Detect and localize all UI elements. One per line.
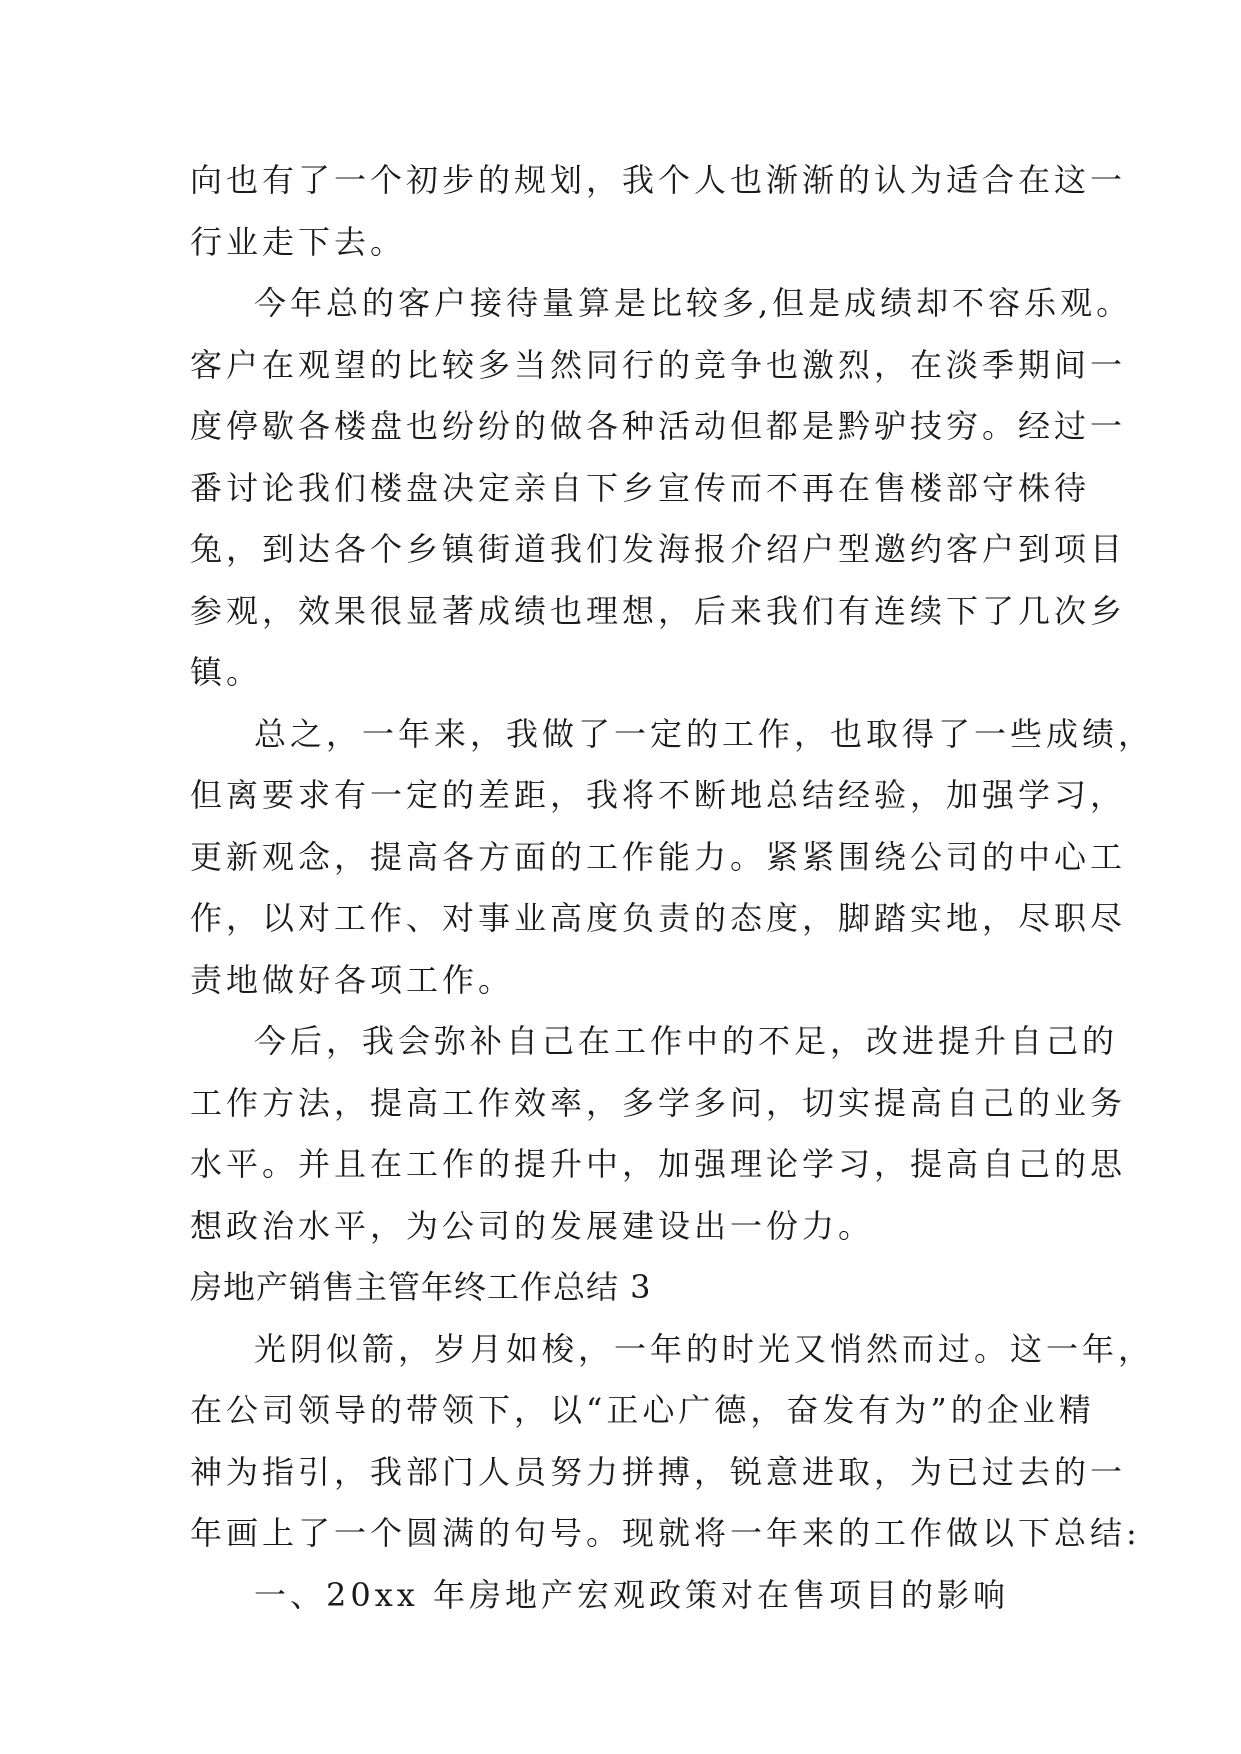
- text-line: 参观，效果很显著成绩也理想，后来我们有连续下了几次乡: [190, 591, 1127, 630]
- text-line: 作，以对工作、对事业高度负责的态度，脚踏实地，尽职尽: [190, 899, 1127, 937]
- section-heading: 房地产销售主管年终工作总结 3: [190, 1268, 652, 1306]
- text-line: 神为指引，我部门人员努力拼搏，锐意进取，为已过去的一: [190, 1452, 1127, 1491]
- text-line: 客户在观望的比较多当然同行的竞争也激烈，在淡季期间一: [190, 345, 1127, 384]
- text-line: 年画上了一个圆满的句号。现就将一年来的工作做以下总结:: [190, 1514, 1141, 1552]
- text-line: 但离要求有一定的差距，我将不断地总结经验，加强学习，: [190, 776, 1127, 814]
- text-line: 更新观念，提高各方面的工作能力。紧紧围绕公司的中心工: [190, 837, 1127, 876]
- text-line: 番讨论我们楼盘决定亲自下乡宣传而不再在售楼部守株待: [190, 468, 1091, 507]
- text-line: 想政治水平，为公司的发展建设出一份力。: [190, 1206, 875, 1245]
- text-line: 责地做好各项工作。: [190, 960, 515, 999]
- paragraph-start-line: 今后，我会弥补自己在工作中的不足，改进提升自己的: [254, 1022, 1119, 1060]
- document-body: [190, 150, 1155, 1626]
- text-line: 兔，到达各个乡镇街道我们发海报介绍户型邀约客户到项目: [190, 530, 1127, 568]
- text-line: 水平。并且在工作的提升中，加强理论学习，提高自己的思: [190, 1145, 1127, 1183]
- subsection-heading: 一、20xx 年房地产宏观政策对在售项目的影响: [254, 1575, 1009, 1614]
- text-line: 工作方法，提高工作效率，多学多问，切实提高自己的业务: [190, 1083, 1127, 1122]
- text-line: 镇。: [190, 653, 263, 691]
- text-line: 在公司领导的带领下，以“正心广德，奋发有为”的企业精: [190, 1391, 1095, 1429]
- paragraph-start-line: 今年总的客户接待量算是比较多,但是成绩却不容乐观。: [254, 284, 1133, 322]
- text-line: 行业走下去。: [190, 222, 407, 261]
- text-line: 度停歇各楼盘也纷纷的做各种活动但都是黔驴技穷。经过一: [190, 407, 1127, 445]
- text-line: 向也有了一个初步的规划，我个人也渐渐的认为适合在这一: [190, 161, 1127, 199]
- paragraph-start-line: 总之，一年来，我做了一定的工作，也取得了一些成绩，: [254, 714, 1155, 753]
- paragraph-start-line: 光阴似箭，岁月如梭，一年的时光又悄然而过。这一年，: [254, 1329, 1155, 1368]
